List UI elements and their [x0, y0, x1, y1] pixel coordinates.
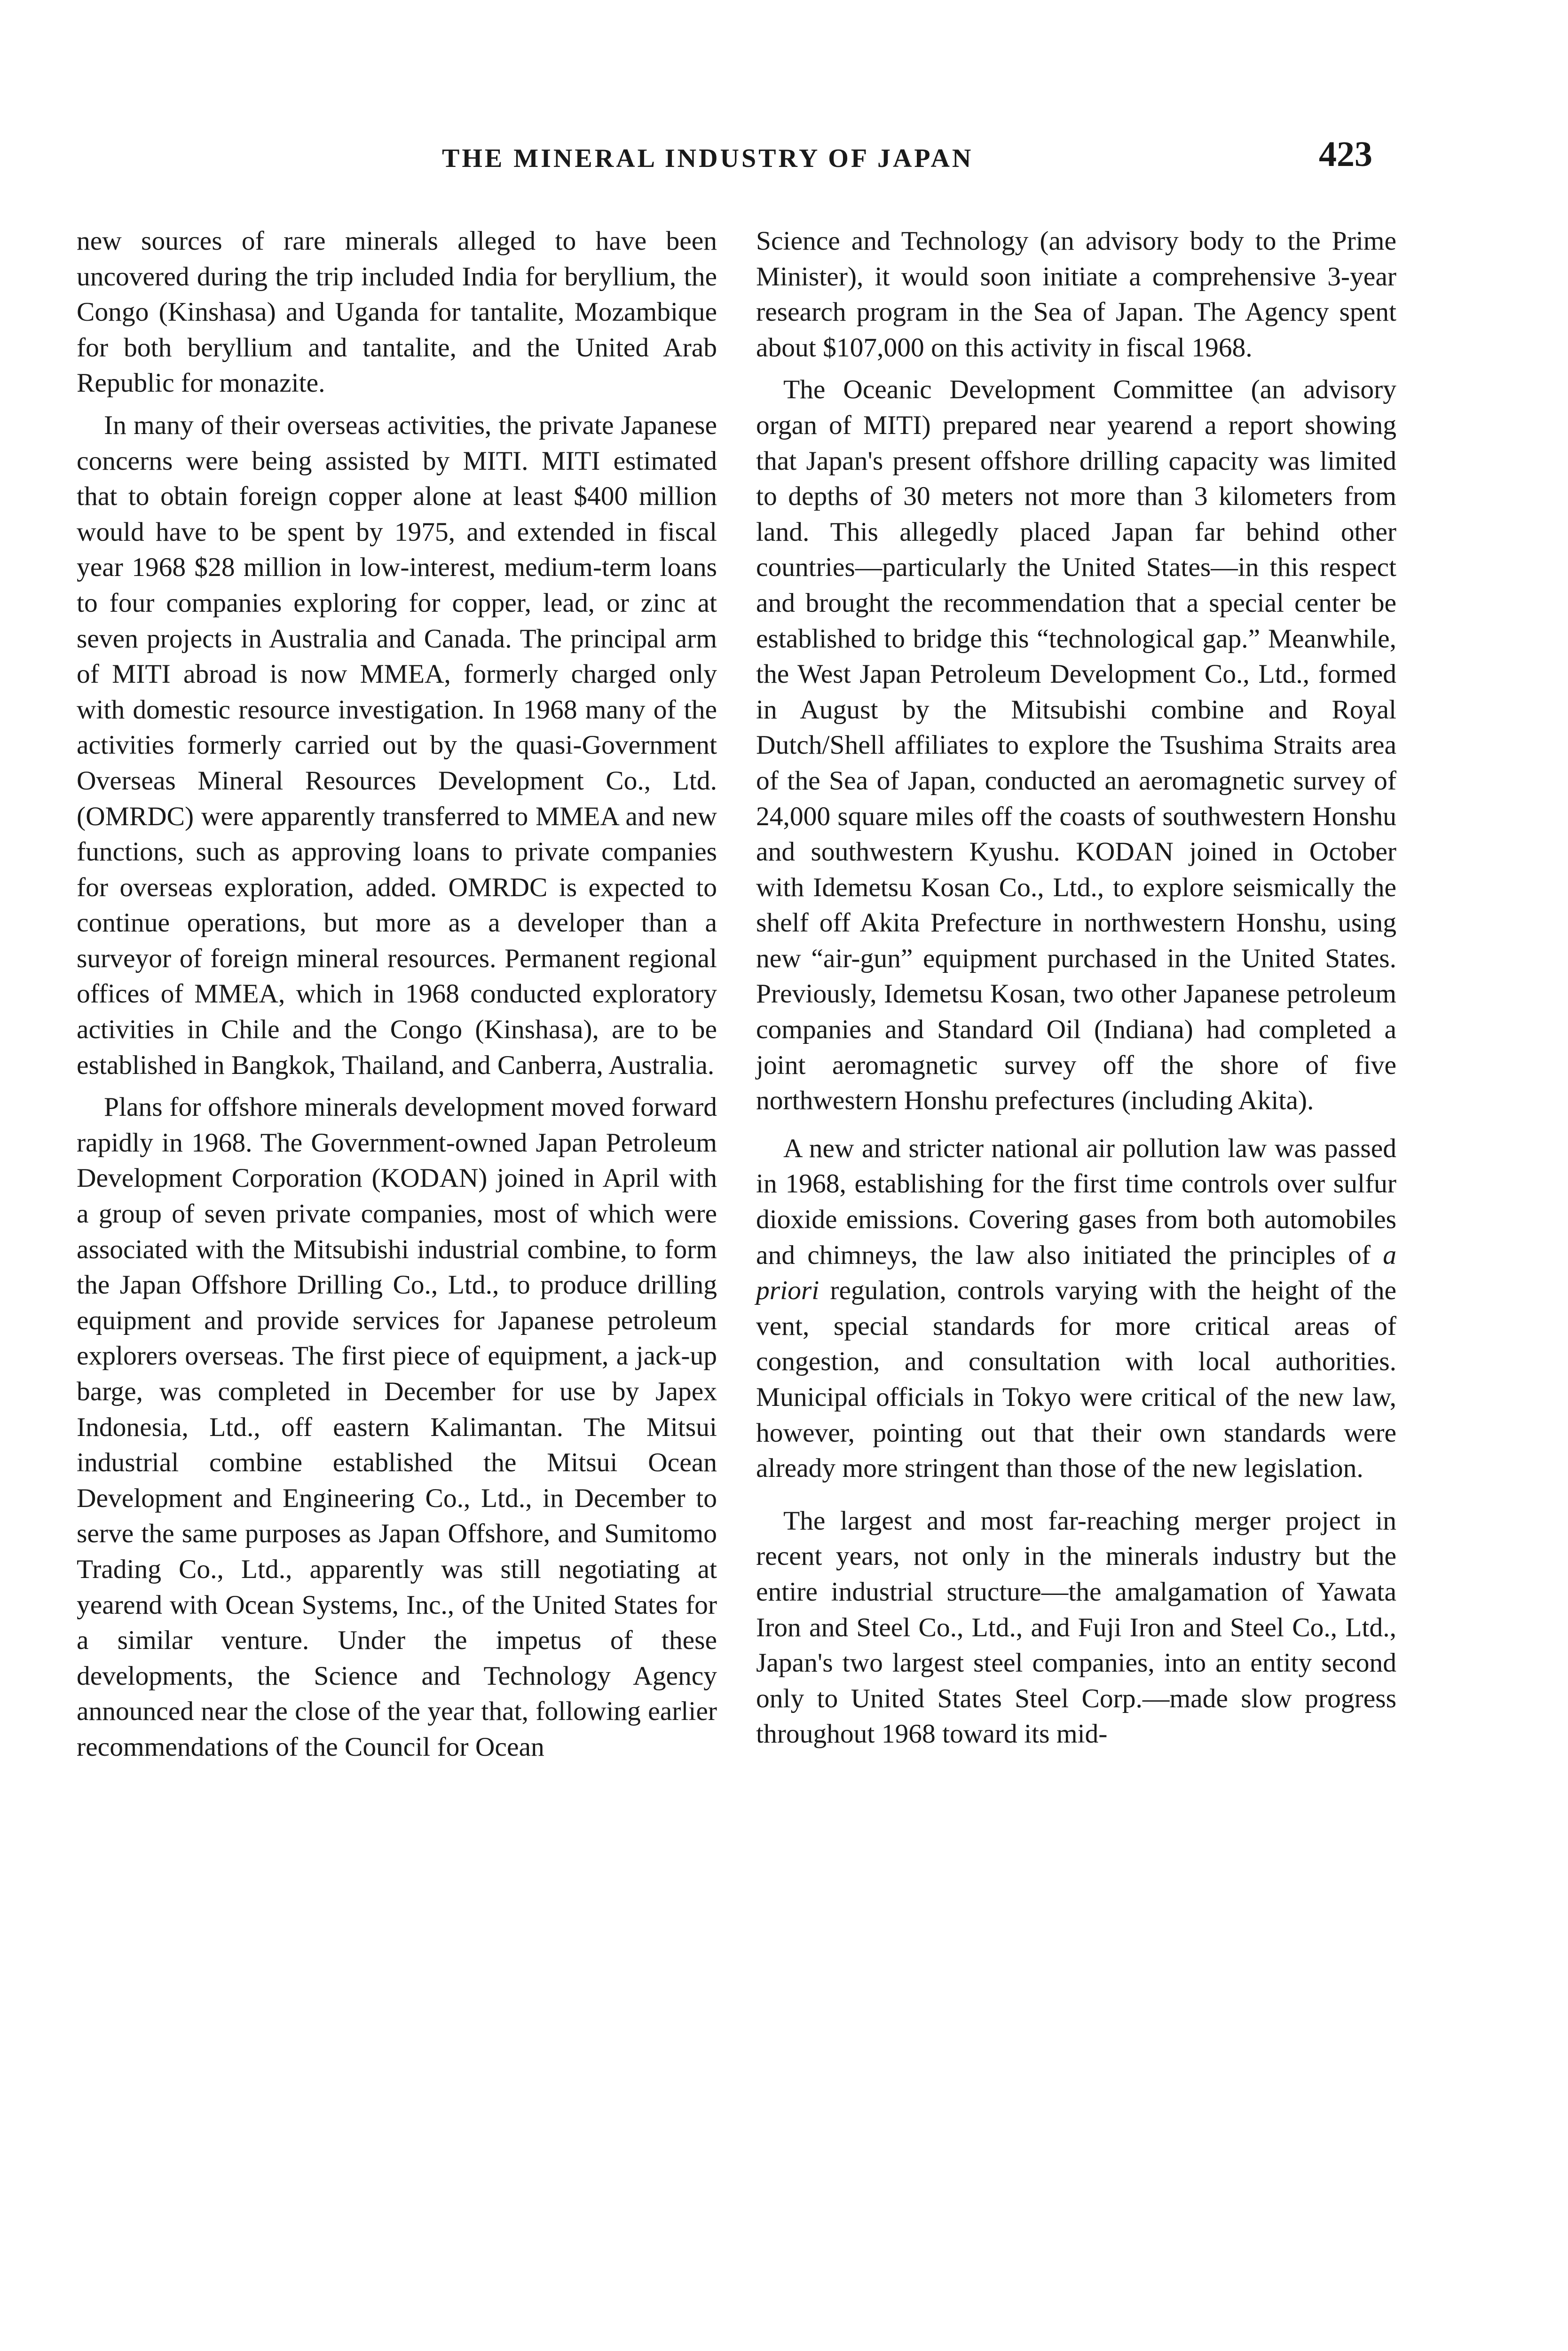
- running-title: THE MINERAL INDUSTRY OF JAPAN: [442, 144, 974, 173]
- right-paragraph-1: Science and Technology (an advisory body to the Prime Minister), it would soon initiate a comprehensive 3-year research program in the Sea of Japan. The Agency spent about $107,000 on this activity in fiscal 1968.: [756, 226, 1396, 363]
- italic-phrase: a priori: [756, 1240, 1396, 1306]
- right-paragraph-3: [756, 1131, 1396, 1486]
- right-paragraph-2: The Oceanic Development Committee (an advisory organ of MITI) prepared near yearend a report showing that Japan's present offshore drilling capacity was limited to depths of 30 meters not more than 3 kilometers from land. This allegedly placed Japan far behind other countries—particularly the United States—in this respect and brought the recommendation that a special center be established to bridge this “technological gap.” Meanwhile, the West Japan Petroleum Development Co., Ltd., formed in August by the Mitsubishi combine and Royal Dutch/Shell affiliates to explore the Tsushima Straits area of the Sea of Japan, conducted an aeromagnetic survey of 24,000 square miles off the coasts of southwestern Honshu and southwestern Kyushu. KODAN joined in October with Idemetsu Kosan Co., Ltd., to explore seismically the shelf off Akita Prefecture in northwestern Honshu, using new “air-gun” equipment purchased in the United States. Previously, Idemetsu Kosan, two other Japanese petroleum companies and Standard Oil (Indiana) had completed a joint aeromagnetic survey off the shore of five northwestern Honshu prefectures (including Akita).: [756, 375, 1396, 1116]
- left-paragraph-1: new sources of rare minerals alleged to have been uncovered during the trip included India for beryllium, the Congo (Kinshasa) and Uganda for tantalite, Mozambique for both beryllium and tantalite, and the United Arab Republic for monazite.: [77, 226, 717, 398]
- right-paragraph-3-text-b: regulation, controls varying with the height of the vent, special standards for more critical areas of congestion, and consultation with local authorities. Municipal officials in Tokyo were critical of the new law, however, pointing out that their own standards were already more stringent than those of the new legislation.: [756, 1276, 1396, 1483]
- page-header: [75, 134, 1392, 181]
- right-paragraph-3-text-a: A new and stricter national air pollution law was passed in 1968, establishing for the first time controls over sulfur dioxide emissions. Covering gases from both automobiles and chimneys, the law also initiated the principles of: [756, 1133, 1396, 1270]
- left-column: [77, 223, 717, 1765]
- page-number: 423: [1319, 134, 1372, 174]
- left-paragraph-3: Plans for offshore minerals development moved forward rapidly in 1968. The Government-owned Japan Petroleum Development Corporation (KODAN) joined in April with a group of seven private companies, most of which were associated with the Mitsubishi industrial combine, to form the Japan Offshore Drilling Co., Ltd., to produce drilling equipment and provide services for Japanese petroleum explorers overseas. The first piece of equipment, a jack-up barge, was completed in December for use by Japex Indonesia, Ltd., off eastern Kalimantan. The Mitsui industrial combine established the Mitsui Ocean Development and Engineering Co., Ltd., in December to serve the same purposes as Japan Offshore, and Sumitomo Trading Co., Ltd., apparently was still negotiating at yearend with Ocean Systems, Inc., of the United States for a similar venture. Under the impetus of these developments, the Science and Technology Agency announced near the close of the year that, following earlier recommendations of the Council for Ocean: [77, 1092, 717, 1762]
- right-paragraph-4: The largest and most far-reaching merger project in recent years, not only in the minerals industry but the entire industrial structure—the amalgamation of Yawata Iron and Steel Co., Ltd., and Fuji Iron and Steel Co., Ltd., Japan's two largest steel companies, into an entity second only to United States Steel Corp.—made slow progress throughout 1968 toward its mid-: [756, 1506, 1396, 1749]
- left-paragraph-2: In many of their overseas activities, the private Japanese concerns were being assisted by MITI. MITI estimated that to obtain foreign copper alone at least $400 million would have to be spent by 1975, and extended in fiscal year 1968 $28 million in low-interest, medium-term loans to four companies exploring for copper, lead, or zinc at seven projects in Australia and Canada. The principal arm of MITI abroad is now MMEA, formerly charged only with domestic resource investigation. In 1968 many of the activities formerly carried out by the quasi-Government Overseas Mineral Resources Development Co., Ltd. (OMRDC) were apparently transferred to MMEA and new functions, such as approving loans to private companies for overseas exploration, added. OMRDC is expected to continue operations, but more as a developer than a surveyor of foreign mineral resources. Permanent regional offices of MMEA, which in 1968 conducted exploratory activities in Chile and the Congo (Kinshasa), are to be established in Bangkok, Thailand, and Canberra, Australia.: [77, 410, 717, 1080]
- right-column: [756, 223, 1396, 1752]
